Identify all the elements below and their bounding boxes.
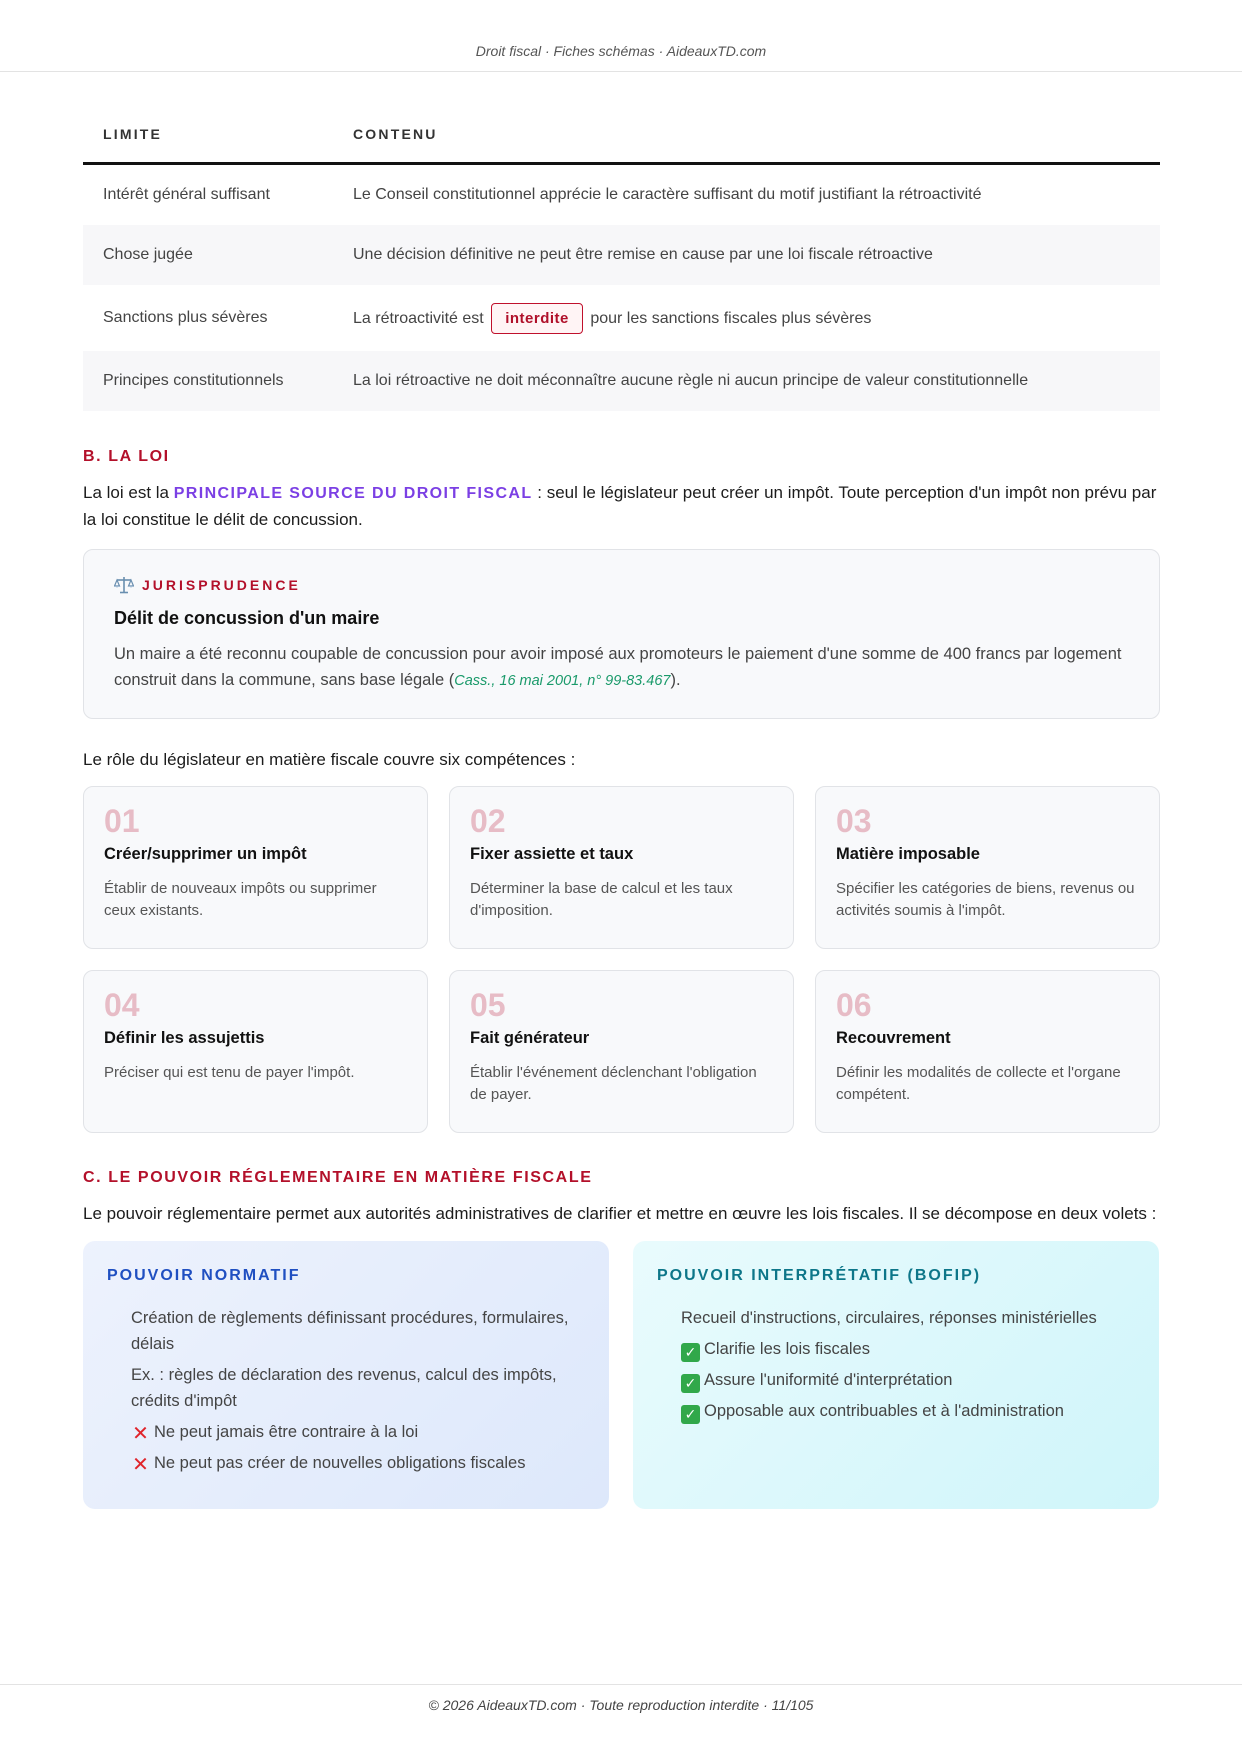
role-card (83, 970, 428, 1133)
item-text: Ne peut pas créer de nouvelles obligations fiscales (154, 1454, 526, 1472)
table-cell-limit: Principes constitutionnels (83, 351, 353, 411)
footer-text: © 2026 AideauxTD.com · Toute reproduction interdite (428, 1697, 760, 1713)
list-item (681, 1398, 1135, 1424)
column-header-limite: LIMITE (83, 126, 353, 164)
jurisprudence-header (114, 576, 1129, 594)
card-text: Déterminer la base de calcul et les taux d'imposition. (470, 880, 733, 919)
table-row (83, 164, 1160, 226)
column-header-contenu: CONTENU (353, 126, 1160, 164)
pouvoir-panels (83, 1241, 1160, 1509)
role-card (83, 786, 428, 949)
role-card (449, 970, 794, 1133)
list-item (681, 1305, 1135, 1331)
jurisprudence-label: JURISPRUDENCE (142, 577, 301, 593)
list-item (681, 1367, 1135, 1393)
check-icon: ✓ (681, 1343, 700, 1362)
item-text: Assure l'uniformité d'interprétation (704, 1371, 953, 1389)
card-title: Fixer assiette et taux (470, 845, 634, 863)
item-text: Création de règlements définissant procédures, formulaires, délais (131, 1309, 569, 1353)
card-number: 05 (470, 987, 506, 1023)
section-b-intro (83, 480, 1160, 533)
table-cell-content: La loi rétroactive ne doit méconnaître aucune règle ni aucun principe de valeur constitutionnelle (353, 351, 1160, 411)
jurisprudence-end: ). (670, 671, 681, 689)
table-cell-limit: Sanctions plus sévères (103, 309, 268, 326)
card-text: Établir de nouveaux impôts ou supprimer ceux existants. (104, 880, 377, 919)
table-row (83, 351, 1160, 411)
roles-grid (83, 786, 1160, 1133)
content-after: pour les sanctions fiscales plus sévères (590, 309, 872, 327)
item-text: Ne peut jamais être contraire à la loi (154, 1423, 419, 1441)
list-item (131, 1305, 585, 1357)
footer-separator: · (763, 1697, 772, 1713)
jurisprudence-title: Délit de concussion d'un maire (114, 608, 380, 628)
list-item (131, 1362, 585, 1414)
intro-before: La loi est la (83, 483, 169, 502)
section-b-title: B. LA LOI (83, 448, 170, 465)
section-c-intro: Le pouvoir réglementaire permet aux autorités administratives de clarifier et mettre en œuvre les lois fiscales. Il se décompose en deux volets : (83, 1204, 1157, 1223)
list-item (131, 1419, 585, 1445)
card-number: 06 (836, 987, 872, 1023)
interdite-badge: interdite (491, 303, 583, 334)
item-text: Clarifie les lois fiscales (704, 1340, 870, 1358)
jurisprudence-box (83, 549, 1160, 719)
item-text: Recueil d'instructions, circulaires, réponses ministérielles (681, 1309, 1097, 1327)
page-number: 11/105 (771, 1697, 814, 1713)
role-card (815, 970, 1160, 1133)
card-number: 02 (470, 803, 506, 839)
pouvoir-interpretatif-panel (633, 1241, 1159, 1509)
content-before: La rétroactivité est (353, 309, 484, 327)
card-text: Spécifier les catégories de biens, revenus ou activités soumis à l'impôt. (836, 880, 1135, 919)
table-row (83, 225, 1160, 285)
pouvoir-normatif-panel (83, 1241, 609, 1509)
item-text: Ex. : règles de déclaration des revenus, calcul des impôts, crédits d'impôt (131, 1366, 557, 1410)
table-cell-content: Une décision définitive ne peut être remise en cause par une loi fiscale rétroactive (353, 225, 1160, 285)
card-number: 04 (104, 987, 140, 1023)
card-number: 03 (836, 803, 872, 839)
limits-table (83, 126, 1160, 411)
page-content (83, 126, 1160, 1509)
check-icon: ✓ (681, 1405, 700, 1424)
cross-icon: ✕ (132, 1423, 149, 1445)
jurisprudence-citation: Cass., 16 mai 2001, n° 99-83.467 (454, 673, 671, 689)
interpretatif-list (657, 1305, 1135, 1424)
table-header-row (83, 126, 1160, 164)
item-text: Opposable aux contribuables et à l'administration (704, 1402, 1064, 1420)
table-cell-limit: Intérêt général suffisant (103, 186, 270, 203)
jurisprudence-text (114, 641, 1129, 694)
card-title: Matière imposable (836, 845, 980, 863)
jurisprudence-body: Un maire a été reconnu coupable de concussion pour avoir imposé aux promoteurs le paiement d'une somme de 400 francs par logement construit dans la commune, sans base légale ( (114, 645, 1122, 689)
roles-intro: Le rôle du législateur en matière fiscale couvre six compétences : (83, 750, 576, 769)
card-number: 01 (104, 803, 140, 839)
normatif-list (107, 1305, 585, 1476)
table-cell-limit: Chose jugée (83, 225, 353, 285)
intro-highlight: PRINCIPALE SOURCE DU DROIT FISCAL (173, 485, 533, 502)
list-item (681, 1336, 1135, 1362)
section-c-title: C. LE POUVOIR RÉGLEMENTAIRE EN MATIÈRE FISCALE (83, 1169, 593, 1186)
check-icon: ✓ (681, 1374, 700, 1393)
scale-icon (114, 576, 134, 594)
card-title: Recouvrement (836, 1029, 951, 1047)
card-text: Définir les modalités de collecte et l'organe compétent. (836, 1064, 1121, 1103)
role-card (449, 786, 794, 949)
card-text: Établir l'événement déclenchant l'obligation de payer. (470, 1064, 757, 1103)
table-cell-content: Le Conseil constitutionnel apprécie le caractère suffisant du motif justifiant la rétroactivité (353, 186, 982, 203)
panel-title: POUVOIR INTERPRÉTATIF (BOFIP) (657, 1267, 982, 1284)
table-cell-content (353, 285, 1160, 351)
card-title: Fait générateur (470, 1029, 590, 1047)
page-footer (0, 1684, 1242, 1754)
role-card (815, 786, 1160, 949)
panel-title: POUVOIR NORMATIF (107, 1267, 301, 1284)
list-item (131, 1450, 585, 1476)
card-title: Définir les assujettis (104, 1029, 265, 1047)
card-title: Créer/supprimer un impôt (104, 845, 307, 863)
intro-after: : seul le législateur peut créer un impôt. Toute perception d'un impôt non prévu par la loi constitue le délit de concussion. (83, 483, 1157, 529)
header-text: Droit fiscal · Fiches schémas · AideauxTD.com (475, 43, 767, 59)
card-text: Préciser qui est tenu de payer l'impôt. (104, 1064, 355, 1081)
cross-icon: ✕ (132, 1454, 149, 1476)
page-header (0, 0, 1242, 72)
table-row (83, 285, 1160, 351)
